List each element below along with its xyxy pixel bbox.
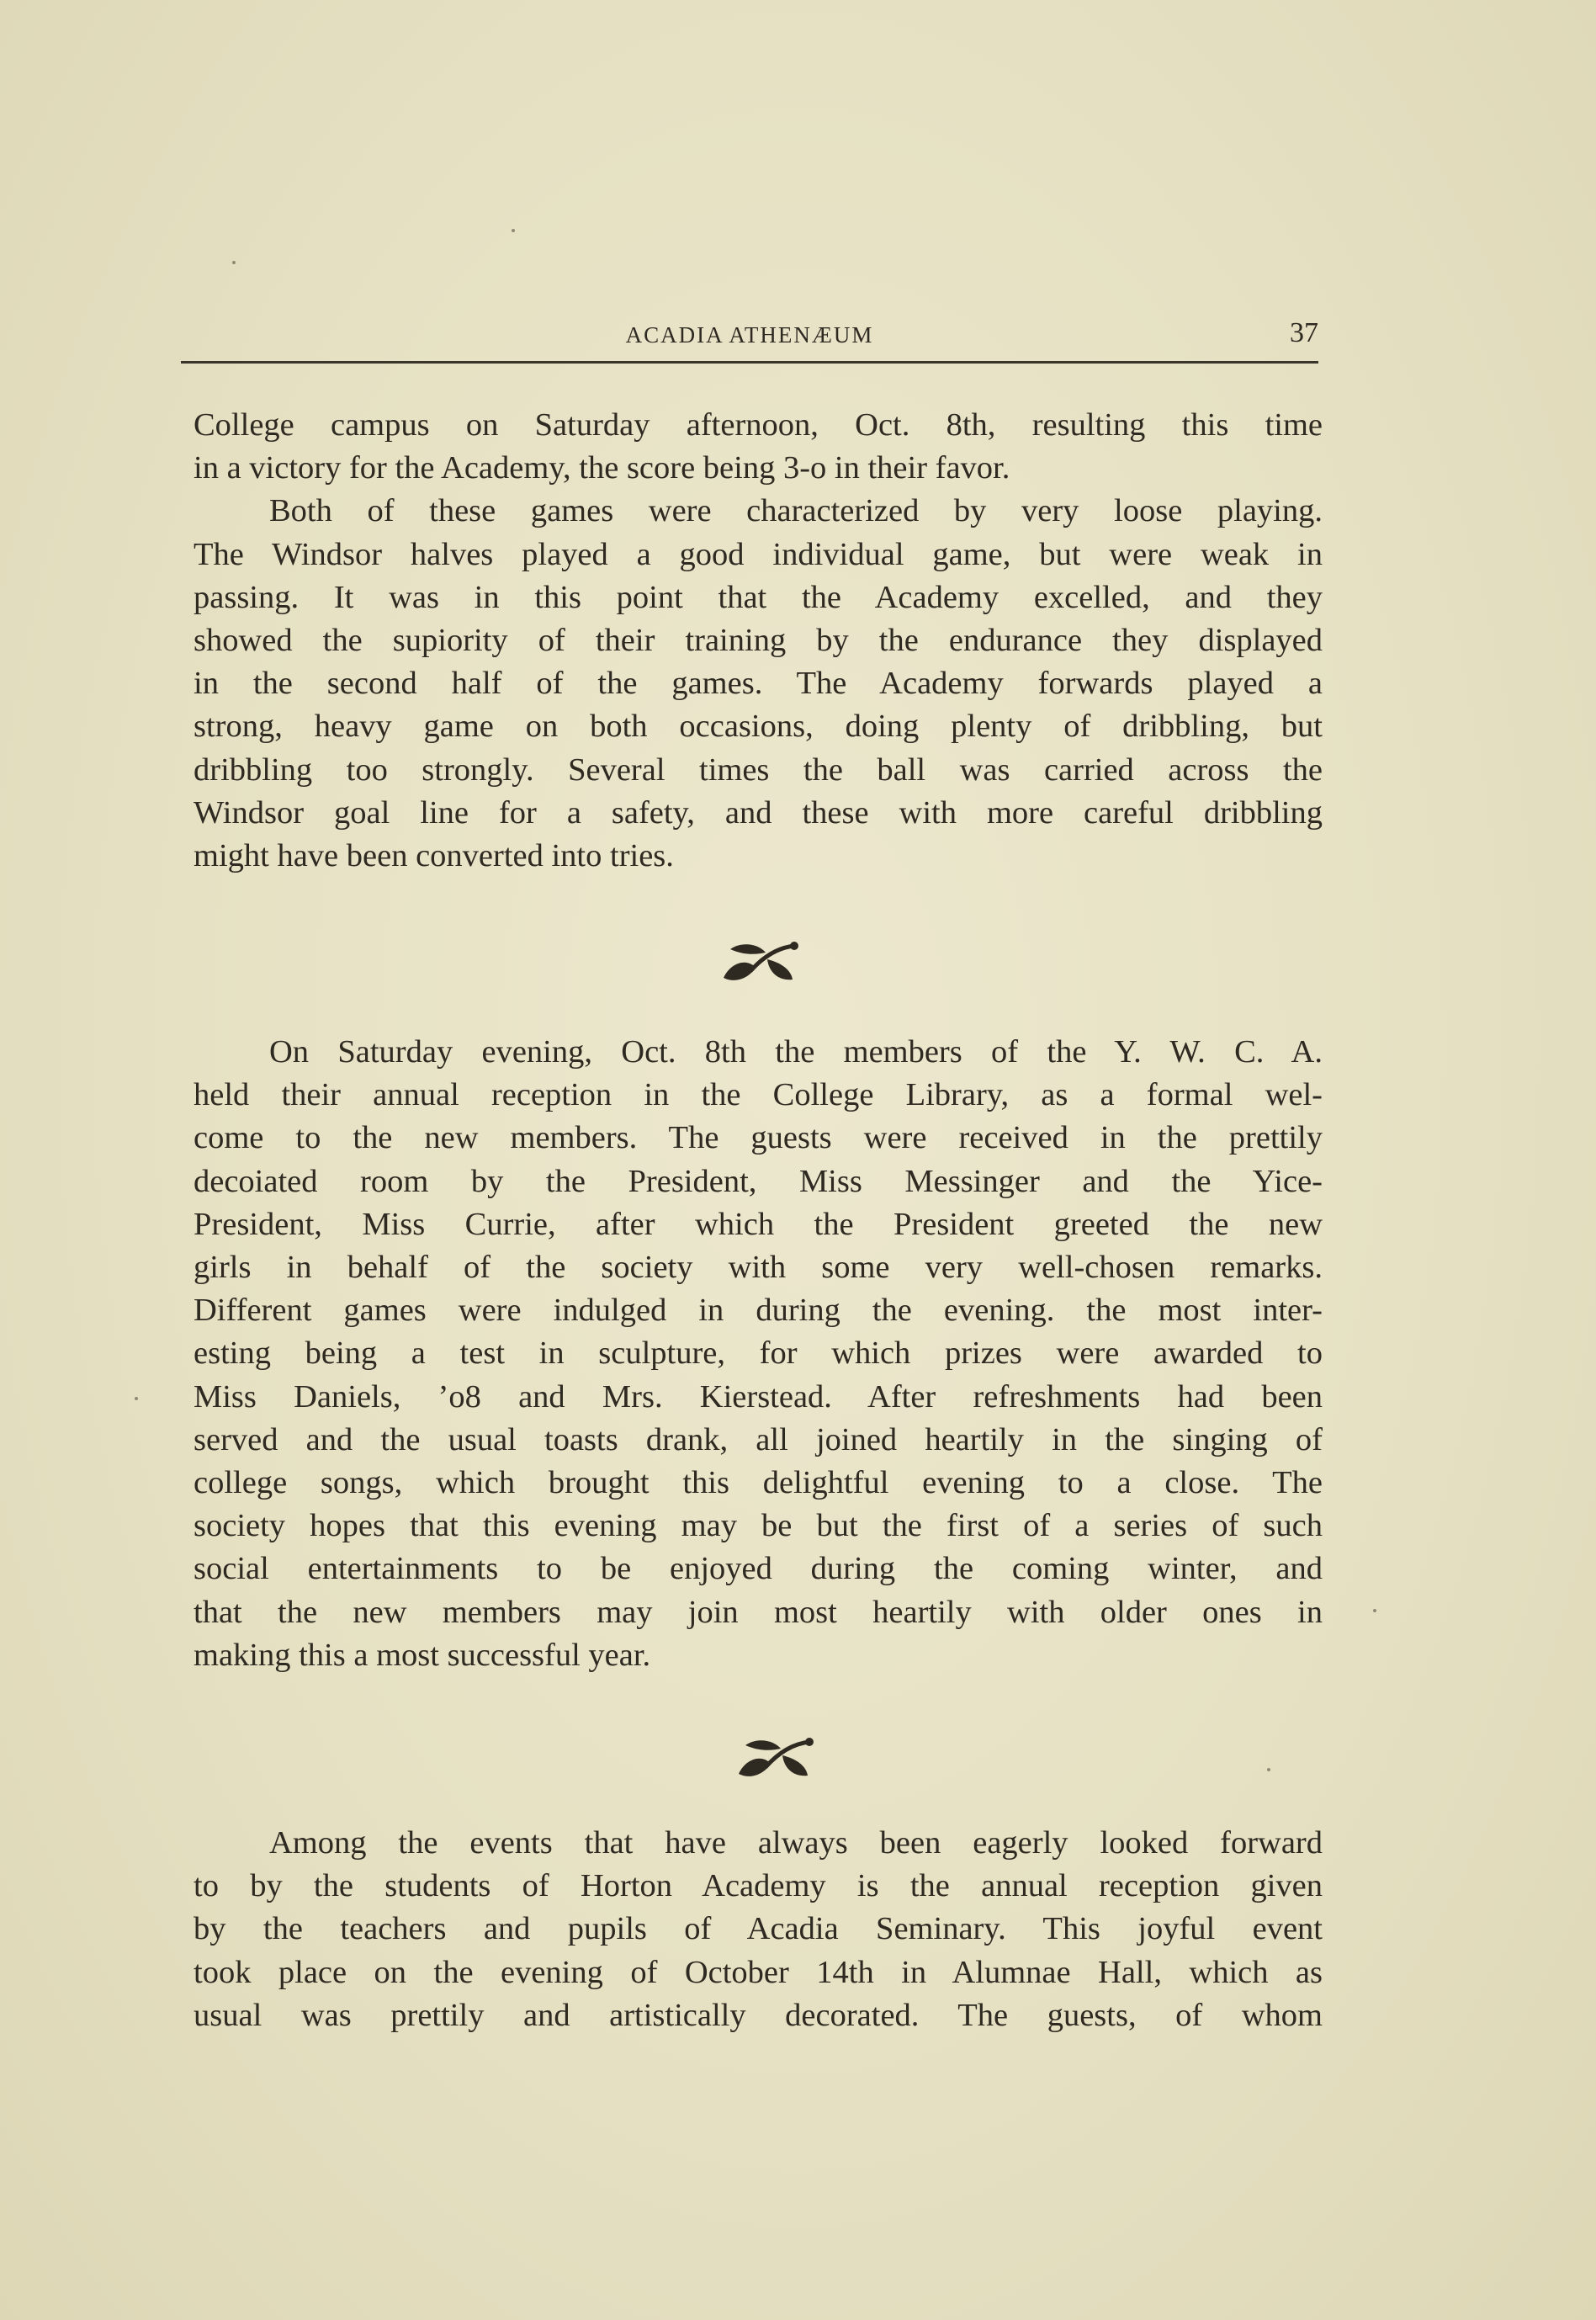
header-rule [181, 361, 1318, 364]
text-block-ywca [194, 1031, 1323, 1677]
text-line: showed the supiority of their training by the endurance they displayed [194, 623, 1323, 659]
page-number: 37 [1290, 317, 1318, 348]
text-line: might have been converted into tries. [194, 838, 674, 874]
text-line: that the new members may join most heartily with older ones in [194, 1594, 1323, 1630]
text-line: Windsor goal line for a safety, and these with more careful dribbling [194, 794, 1323, 831]
text-line: The Windsor halves played a good individual game, but were weak in [194, 536, 1323, 572]
text-line: by the teachers and pupils of Acadia Seminary. This joyful event [194, 1911, 1323, 1947]
text-line: come to the new members. The guests were received in the prettily [194, 1120, 1323, 1156]
text-line: to by the students of Horton Academy is the annual reception given [194, 1868, 1323, 1904]
text-line: passing. It was in this point that the Academy excelled, and they [194, 579, 1323, 615]
text-line: On Saturday evening, Oct. 8th the members of the Y. W. C. A. [269, 1034, 1323, 1070]
text-line: social entertainments to be enjoyed during the coming winter, and [194, 1551, 1323, 1587]
text-line: Among the events that have always been eagerly looked forward [269, 1825, 1323, 1861]
text-line: making this a most successful year. [194, 1637, 651, 1673]
text-line: took place on the evening of October 14th in Alumnae Hall, which as [194, 1954, 1323, 1990]
page-header [181, 316, 1318, 366]
paper-speck [232, 261, 236, 264]
text-line: held their annual reception in the College Library, as a formal wel- [194, 1077, 1323, 1113]
text-line: Miss Daniels, ’o8 and Mrs. Kierstead. After refreshments had been [194, 1378, 1323, 1415]
running-head: ACADIA ATHENÆUM [625, 322, 874, 348]
text-line: society hopes that this evening may be but the first of a series of such [194, 1508, 1323, 1544]
text-line: in a victory for the Academy, the score being 3-o in their favor. [194, 450, 1010, 486]
text-line: esting being a test in sculpture, for which prizes were awarded to [194, 1335, 1323, 1372]
text-block-football [194, 404, 1323, 878]
fleuron-ornament-icon [717, 929, 801, 988]
paper-speck [1373, 1609, 1376, 1612]
paper-speck [1267, 1768, 1270, 1771]
text-line: girls in behalf of the society with some very well-chosen remarks. [194, 1250, 1323, 1286]
text-line: President, Miss Currie, after which the President greeted the new [194, 1206, 1323, 1242]
text-line: Both of these games were characterized by very loose playing. [269, 493, 1323, 529]
text-line: decoiated room by the President, Miss Messinger and the Yice- [194, 1163, 1323, 1199]
paper-speck [512, 229, 515, 232]
fleuron-ornament-icon [732, 1725, 816, 1784]
text-line: strong, heavy game on both occasions, doing plenty of dribbling, but [194, 709, 1323, 745]
text-line: usual was prettily and artistically decorated. The guests, of whom [194, 1997, 1323, 2033]
paper-speck [135, 1397, 138, 1400]
text-line: served and the usual toasts drank, all joined heartily in the singing of [194, 1421, 1323, 1457]
text-line: college songs, which brought this delightful evening to a close. The [194, 1465, 1323, 1501]
text-line: Different games were indulged in during the evening. the most inter- [194, 1293, 1323, 1329]
text-line: in the second half of the games. The Academy forwards played a [194, 666, 1323, 702]
text-block-horton [194, 1822, 1323, 2037]
text-line: College campus on Saturday afternoon, Oct. 8th, resulting this time [194, 407, 1323, 443]
text-line: dribbling too strongly. Several times the ball was carried across the [194, 751, 1323, 788]
